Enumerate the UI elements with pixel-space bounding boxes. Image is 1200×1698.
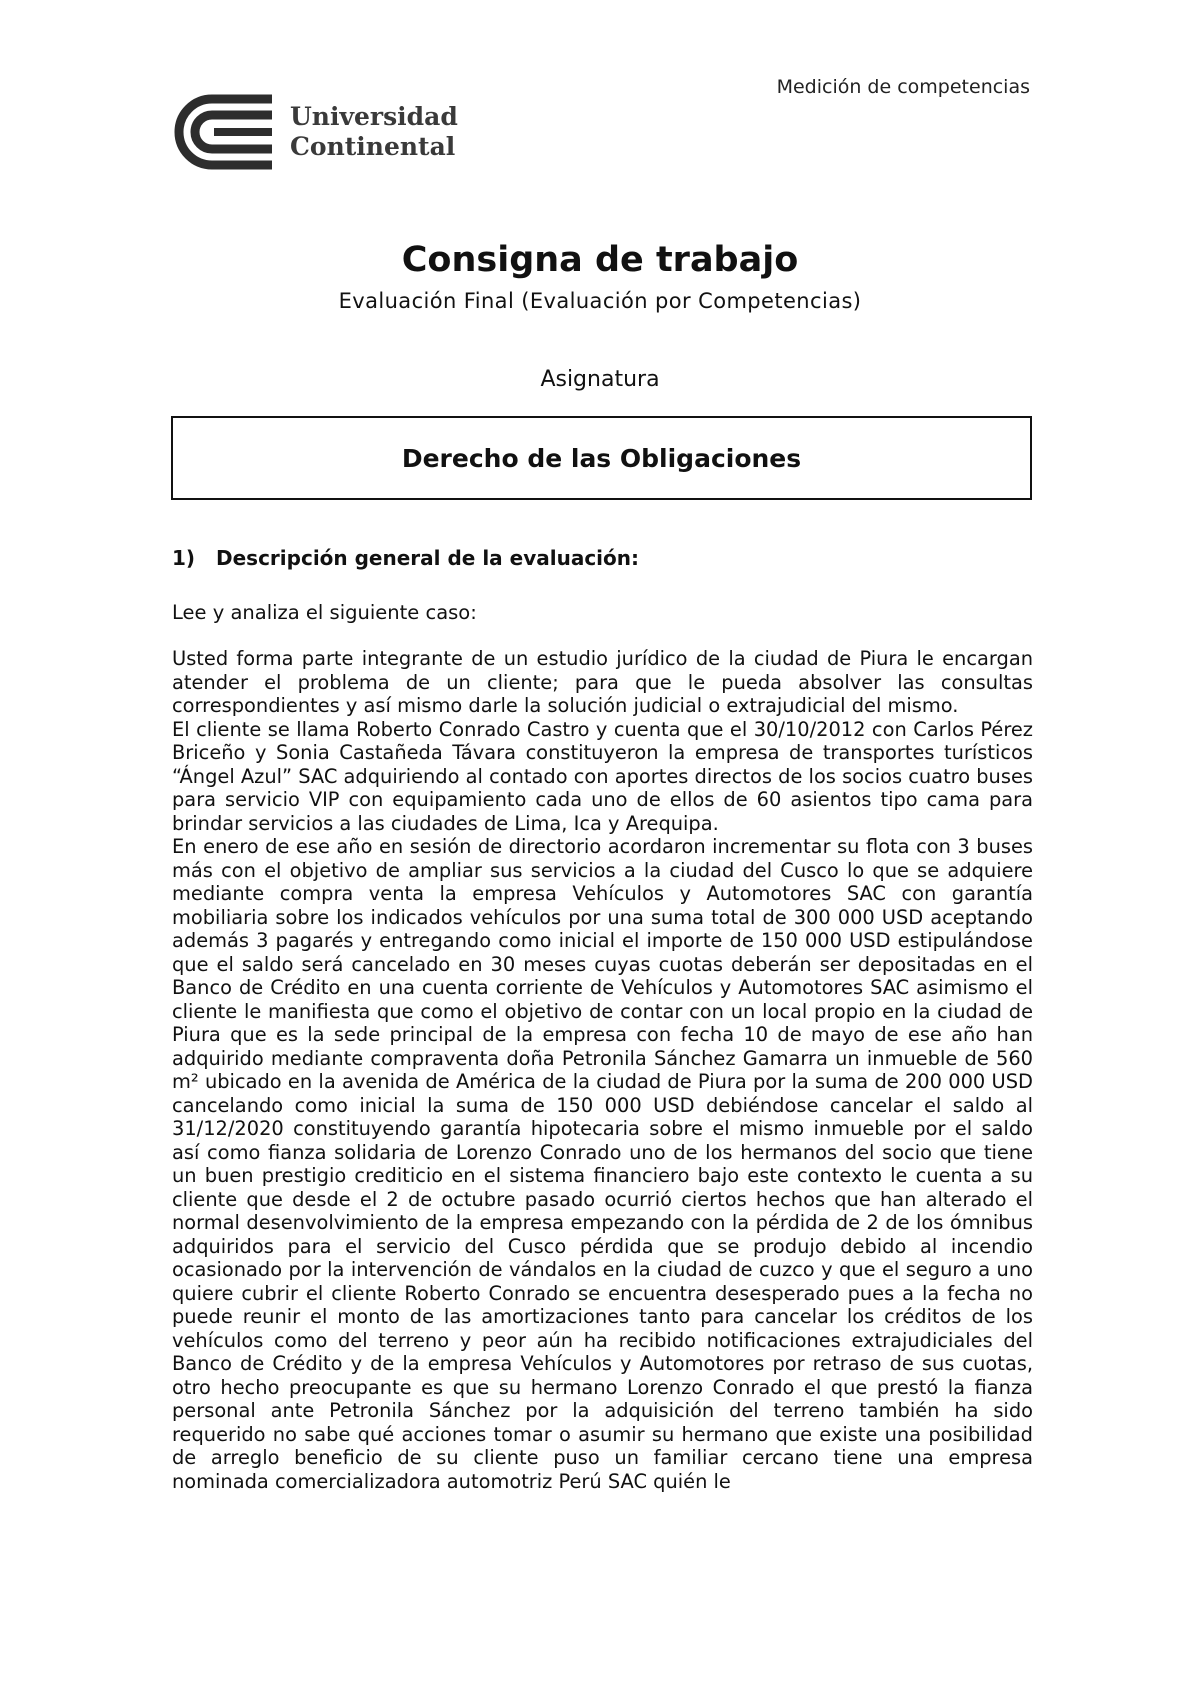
section-title: Descripción general de la evaluación: (216, 546, 640, 570)
page-subtitle: Evaluación Final (Evaluación por Competencias) (338, 289, 862, 313)
university-logo-icon (172, 92, 274, 172)
paragraph: En enero de ese año en sesión de directorio acordaron incrementar su flota con 3 buses más con el objetivo de ampliar sus servicios a la ciudad del Cusco lo que se adquiere mediante compra venta la empresa Vehículos y Automotores SAC con garantía mobiliaria sobre los indicados vehículos por una suma total de 300 000 USD aceptando además 3 pagarés y entregando como inicial el importe de 150 000 USD estipulándose que el saldo será cancelado en 30 meses cuyas cuotas deberán ser depositadas en el Banco de Crédito en una cuenta corriente de Vehículos y Automotores SAC asimismo el cliente le manifiesta que como el objetivo de contar con un local propio en la ciudad de Piura que es la sede principal de la empresa con fecha 10 de mayo de ese año han adquirido mediante compraventa doña Petronila Sánchez Gamarra un inmueble de 560 m² ubicado en la avenida de América de la ciudad de Piura por la suma de 200 000 USD cancelando como inicial la suma de 150 000 USD debiéndose cancelar el saldo al 31/12/2020 constituyendo garantía hipotecaria sobre el mismo inmueble por el saldo así como fianza solidaria de Lorenzo Conrado uno de los hermanos del socio que tiene un buen prestigio crediticio en el sistema financiero bajo este contexto le cuenta a su cliente que desde el 2 de octubre pasado ocurrió ciertos hechos que han alterado el normal desenvolvimiento de la empresa empezando con la pérdida de 2 de los ómnibus adquiridos para el servicio del Cusco pérdida que se produjo debido al incendio ocasionado por la intervención de vándalos en la ciudad de cuzco y que el seguro a uno quiere cubrir el cliente Roberto Conrado se encuentra desesperado pues a la fecha no puede reunir el monto de las amortizaciones tanto para cancelar los créditos de los vehículos como del terreno y peor aún ha recibido notificaciones extrajudiciales del Banco de Crédito y de la empresa Vehículos y Automotores por retraso de sus cuotas, otro hecho preocupante es que su hermano Lorenzo Conrado el que prestó la fianza personal ante Petronila Sánchez por la adquisición del terreno también ha sido requerido no sabe qué acciones tomar o asumir su hermano que existe una posibilidad de arreglo beneficio de su cliente puso un familiar cercano tiene una empresa nominada comercializadora automotriz Perú SAC quién le (172, 835, 1033, 1493)
section-heading (172, 546, 639, 570)
header-note: Medición de competencias (776, 76, 1030, 98)
paragraph: Usted forma parte integrante de un estudio jurídico de la ciudad de Piura le encargan atender el problema de un cliente; para que le pueda absolver las consultas correspondientes y así mismo darle la solución judicial o extrajudicial del mismo. (172, 647, 1033, 717)
logo-text-line2: Continental (290, 132, 456, 161)
paragraph: El cliente se llama Roberto Conrado Castro y cuenta que el 30/10/2012 con Carlos Pérez Briceño y Sonia Castañeda Távara constituyeron la empresa de transportes turísticos “Ángel Azul” SAC adquiriendo al contado con aportes directos de los socios cuatro buses para servicio VIP con equipamiento cada uno de ellos de 60 asientos tipo cama para brindar servicios a las ciudades de Lima, Ica y Arequipa. (172, 717, 1033, 835)
course-name: Derecho de las Obligaciones (401, 443, 802, 473)
case-body (172, 647, 1033, 1493)
university-logo (172, 92, 458, 172)
logo-text-line1: Universidad (290, 102, 458, 131)
page-title: Consigna de trabajo (401, 240, 799, 280)
section-number: 1) (172, 546, 196, 570)
subject-label: Asignatura (540, 367, 660, 392)
course-box (171, 416, 1032, 500)
intro-text: Lee y analiza el siguiente caso: (172, 601, 477, 624)
